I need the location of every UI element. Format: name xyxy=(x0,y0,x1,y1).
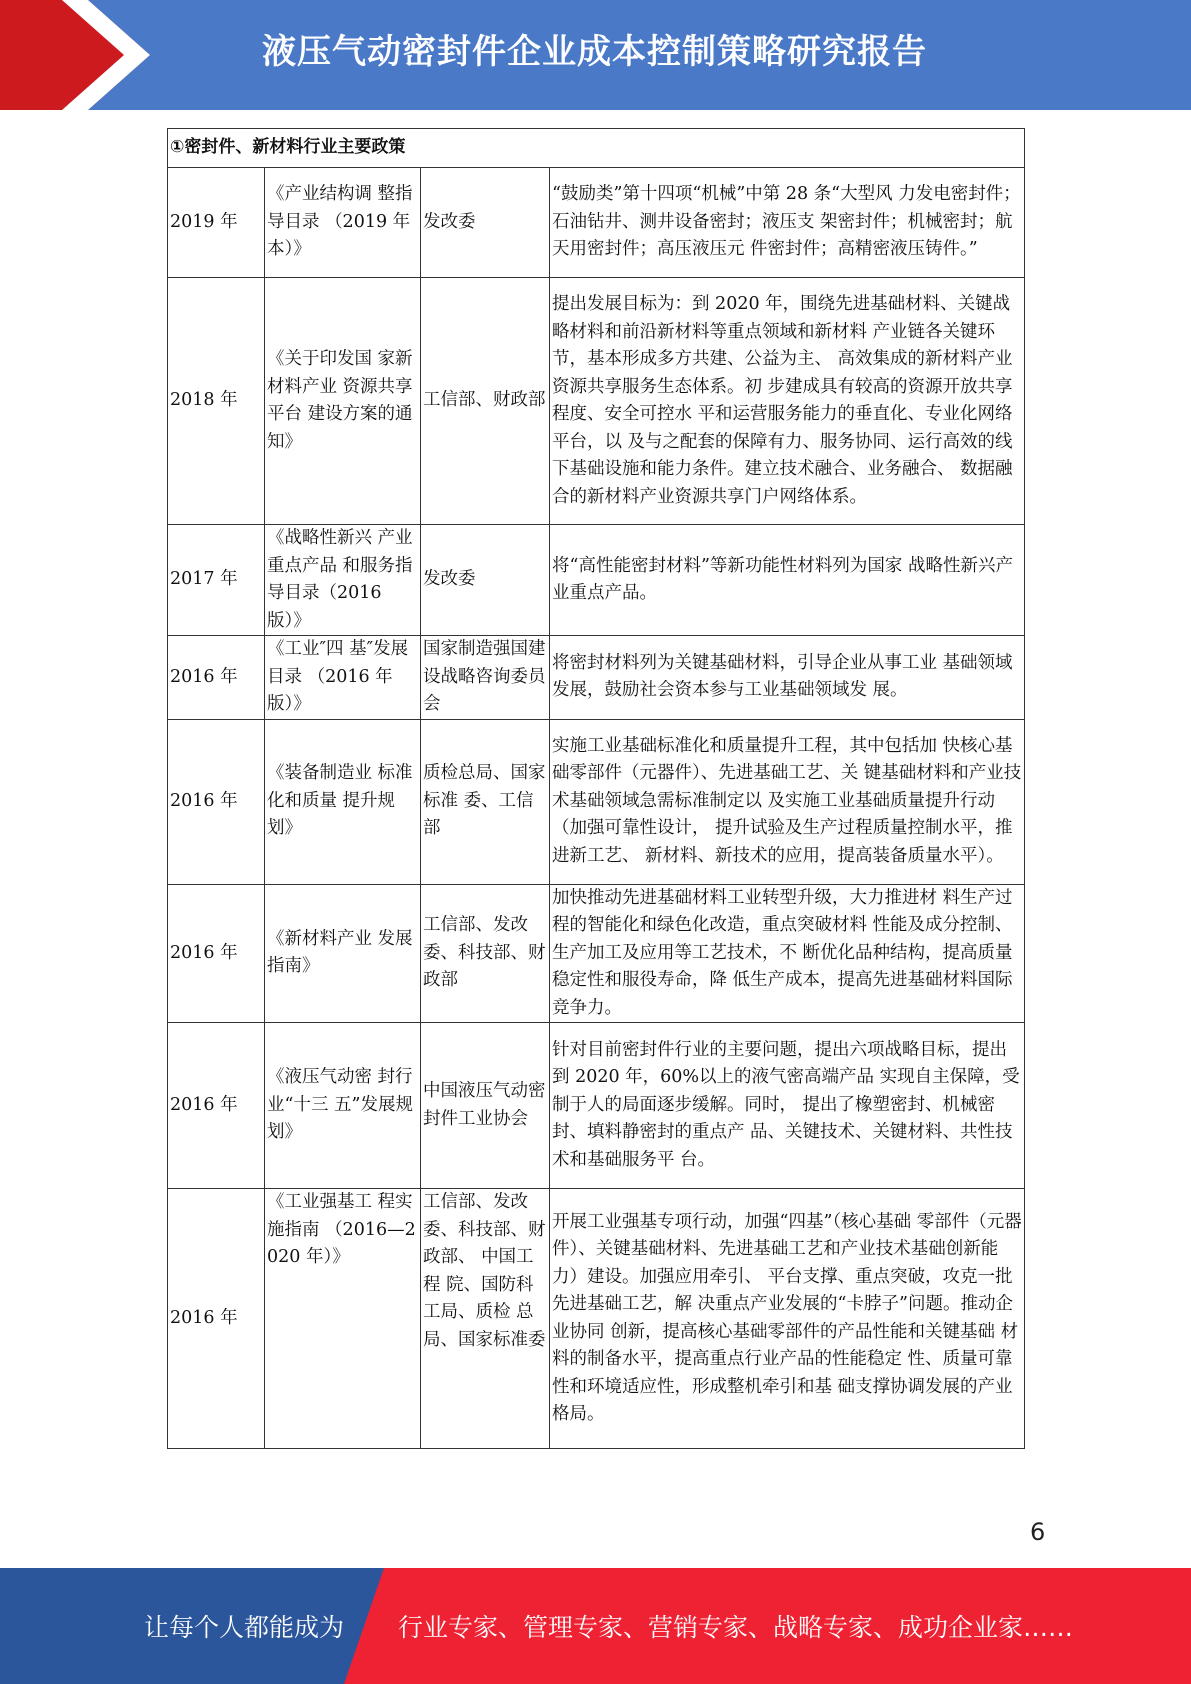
issuer-cell: 质检总局、国家标准 委、工信部 xyxy=(421,719,550,884)
page-footer xyxy=(0,1568,1191,1684)
page-number: 6 xyxy=(1030,1518,1046,1546)
issuer-cell: 工信部、发改委、科技部、财政部 xyxy=(421,884,550,1023)
year-cell: 2019 年 xyxy=(168,168,265,278)
footer-slogan-right: 行业专家、管理专家、营销专家、战略专家、成功企业家…… xyxy=(398,1613,1074,1642)
table-row xyxy=(168,168,1025,278)
year-cell: 2018 年 xyxy=(168,278,265,525)
content-cell: 加快推动先进基础材料工业转型升级，大力推进材 料生产过程的智能化和绿色化改造，重点突破材料 性能及成分控制、生产加工及应用等工艺技术，不 断优化品种结构，提高质量稳定性和服役寿命，降 低生产成本，提高先进基础材料国际竞争力。 xyxy=(550,884,1025,1023)
document-cell: 《战略性新兴 产业重点产品 和服务指导目录（2016 版）》 xyxy=(265,525,421,636)
year-cell: 2016 年 xyxy=(168,1189,265,1449)
content-cell: 开展工业强基专项行动，加强“四基”（核心基础 零部件（元器件）、关键基础材料、先进基础工艺和产业技术基础创新能力）建设。加强应用牵引、 平台支撑、重点突破，攻克一批先进基础工艺，解 决重点产业发展的“卡脖子”问题。推动企业协同 创新，提高核心基础零部件的产品性能和关键基础 材料的制备水平，提高重点行业产品的性能稳定 性、质量可靠性和环境适应性，形成整机牵引和基 础支撑协调发展的产业格局。 xyxy=(550,1189,1025,1449)
document-cell: 《装备制造业 标准化和质量 提升规划》 xyxy=(265,719,421,884)
table-row xyxy=(168,884,1025,1023)
content-cell: 针对目前密封件行业的主要问题，提出六项战略目标，提出到 2020 年，60%以上的液气密高端产品 实现自主保障，受制于人的局面逐步缓解。同时， 提出了橡塑密封、机械密封、填料静密封的重点产 品、关键技术、关键材料、共性技术和基础服务平 台。 xyxy=(550,1023,1025,1189)
content-cell: 将密封材料列为关键基础材料，引导企业从事工业 基础领域发展，鼓励社会资本参与工业基础领域发 展。 xyxy=(550,636,1025,720)
document-cell: 《关于印发国 家新材料产业 资源共享平台 建设方案的通 知》 xyxy=(265,278,421,525)
year-cell: 2017 年 xyxy=(168,525,265,636)
issuer-cell: 工信部、财政部 xyxy=(421,278,550,525)
footer-slogan-left: 让每个人都能成为 xyxy=(144,1613,345,1642)
content-cell: 提出发展目标为：到 2020 年，围绕先进基础材料、关键战略材料和前沿新材料等重点领域和新材料 产业链各关键环节，基本形成多方共建、公益为主、 高效集成的新材料产业资源共享服务生态体系。初 步建成具有较高的资源开放共享程度、安全可控水 平和运营服务能力的垂直化、专业化网络平台，以 及与之配套的保障有力、服务协同、运行高效的线 下基础设施和能力条件。建立技术融合、业务融合、 数据融合的新材料产业资源共享门户网络体系。 xyxy=(550,278,1025,525)
year-cell: 2016 年 xyxy=(168,1023,265,1189)
issuer-cell: 工信部、发改委、科技部、财政部、 中国工程 院、国防科 工局、质检 总局、国家标准委 xyxy=(421,1189,550,1449)
content-cell: “鼓励类”第十四项“机械”中第 28 条“大型风 力发电密封件；石油钻井、测井设备密封；液压支 架密封件；机械密封；航天用密封件；高压液压元 件密封件；高精密液压铸件。” xyxy=(550,168,1025,278)
document-cell: 《工业强基工 程实施指南 （2016—2020 年）》 xyxy=(265,1189,421,1449)
page-header xyxy=(0,0,1191,110)
issuer-cell: 中国液压气动密封件工业协会 xyxy=(421,1023,550,1189)
table-row xyxy=(168,278,1025,525)
document-cell: 《液压气动密 封行业“十三 五”发展规 划》 xyxy=(265,1023,421,1189)
section-title: ①密封件、新材料行业主要政策 xyxy=(168,129,1025,168)
document-cell: 《产业结构调 整指导目录 （2019 年本）》 xyxy=(265,168,421,278)
table-row xyxy=(168,525,1025,636)
document-cell: 《新材料产业 发展指南》 xyxy=(265,884,421,1023)
table-row xyxy=(168,719,1025,884)
year-cell: 2016 年 xyxy=(168,719,265,884)
year-cell: 2016 年 xyxy=(168,636,265,720)
issuer-cell: 发改委 xyxy=(421,168,550,278)
content-cell: 将“高性能密封材料”等新功能性材料列为国家 战略性新兴产业重点产品。 xyxy=(550,525,1025,636)
issuer-cell: 国家制造强国建设战略咨询委员会 xyxy=(421,636,550,720)
issuer-cell: 发改委 xyxy=(421,525,550,636)
table-section-header-row xyxy=(168,129,1025,168)
year-cell: 2016 年 xyxy=(168,884,265,1023)
table-row xyxy=(168,636,1025,720)
document-cell: 《工业″四 基″发展目录 （2016 年版）》 xyxy=(265,636,421,720)
policy-table xyxy=(167,128,1025,1449)
report-title: 液压气动密封件企业成本控制策略研究报告 xyxy=(262,32,927,72)
content-cell: 实施工业基础标准化和质量提升工程，其中包括加 快核心基础零部件（元器件）、先进基础工艺、关 键基础材料和产业技术基础领域急需标准制定以 及实施工业基础质量提升行动（加强可靠性设计， 提升试验及生产过程质量控制水平，推进新工艺、 新材料、新技术的应用，提高装备质量水平）。 xyxy=(550,719,1025,884)
table-row xyxy=(168,1189,1025,1449)
table-row xyxy=(168,1023,1025,1189)
